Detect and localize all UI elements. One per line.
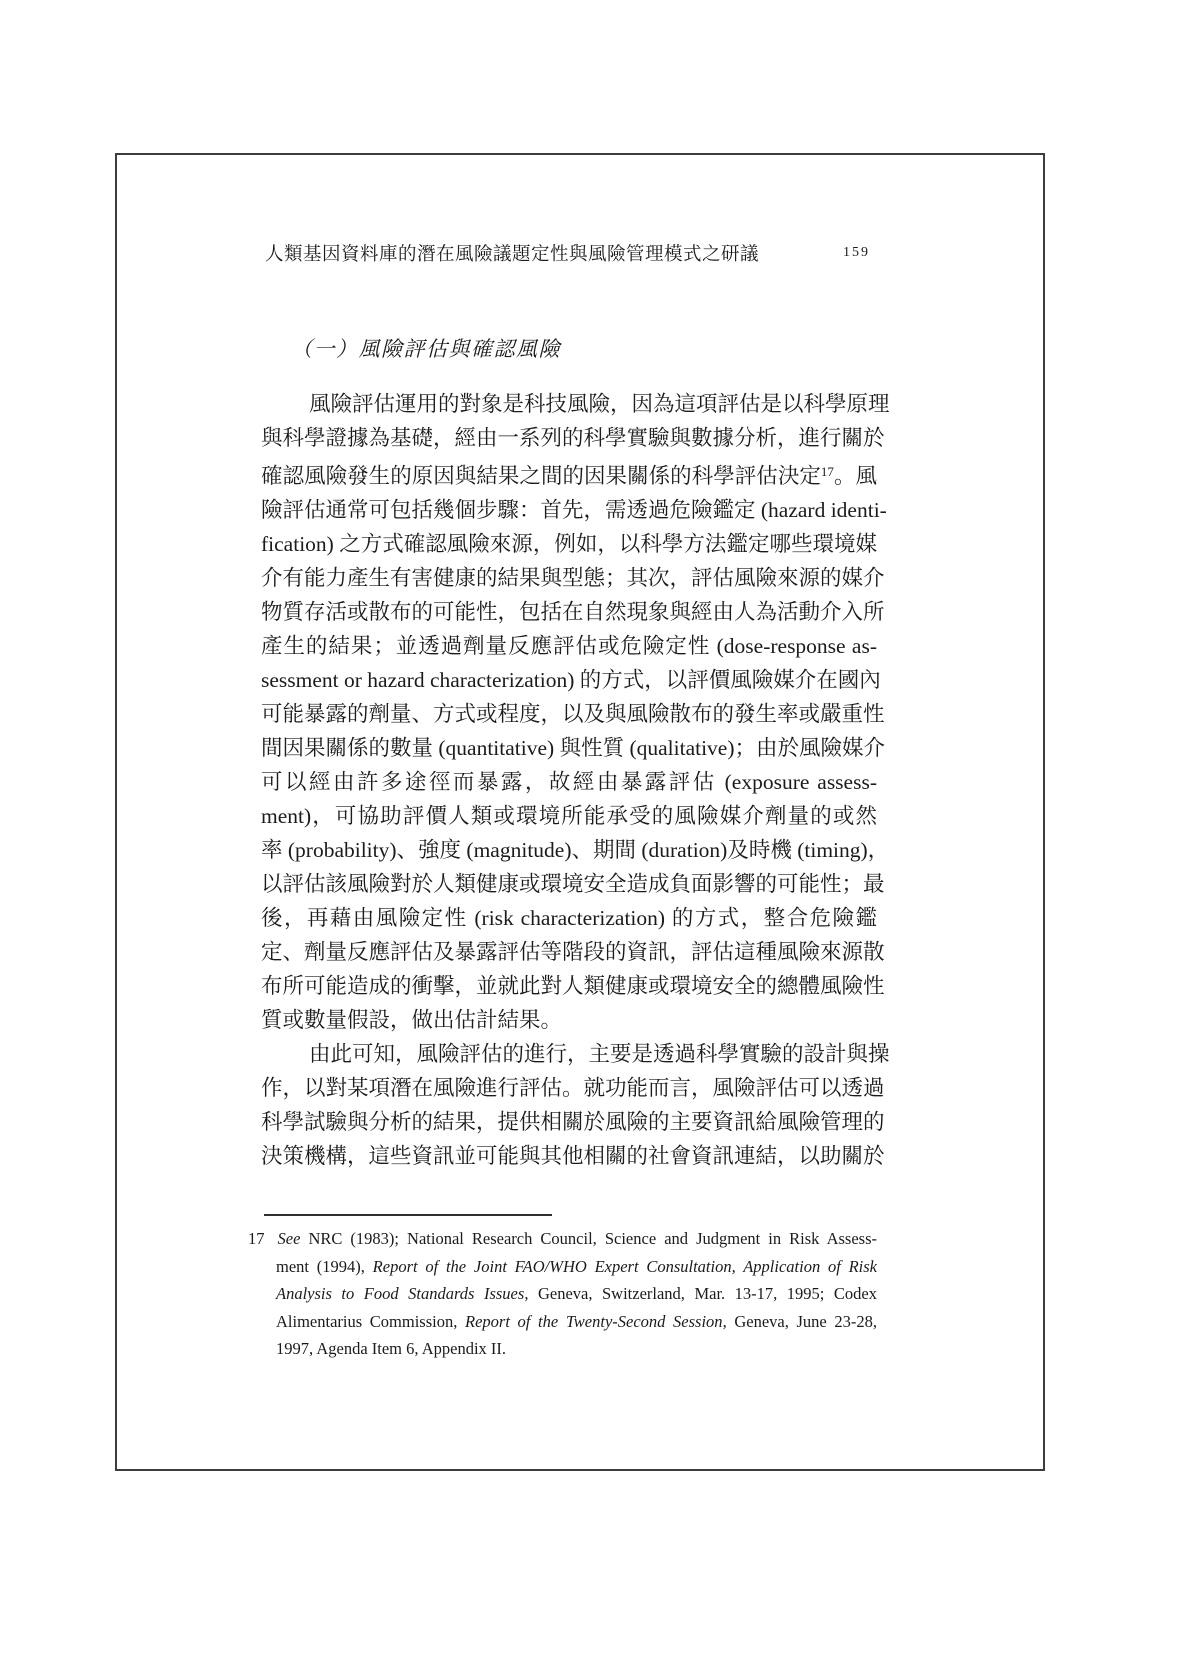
text-segment: Report of the Joint FAO/WHO Expert Consultation, Application of Risk <box>372 1256 877 1276</box>
text-segment: 以評估該風險對於人類健康或環境安全造成負面影響的可能性；最 <box>261 872 885 896</box>
body-text-line <box>261 527 877 561</box>
text-segment: 物質存活或散布的可能性，包括在自然現象與經由人為活動介入所 <box>261 600 885 624</box>
body-text-line <box>261 455 877 493</box>
footnote-separator <box>264 1214 552 1216</box>
body-text-line <box>261 867 885 901</box>
text-segment: ment (1994), <box>276 1256 373 1276</box>
text-segment: 由此可知，風險評估的進行，主要是透過科學實驗的設計與操 <box>309 1042 890 1066</box>
body-text-line <box>261 663 881 697</box>
text-segment: 後，再藉由風險定性 (risk characterization) 的方式，整合危險鑑 <box>261 906 877 930</box>
body-text-line <box>261 387 890 421</box>
body-text-line <box>261 731 886 765</box>
body-text-line <box>261 629 877 663</box>
text-segment: 質或數量假設，做出估計結果。 <box>261 1008 563 1032</box>
text-segment: Alimentarius Commission, <box>276 1311 465 1331</box>
text-segment: 風險評估運用的對象是科技風險，因為這項評估是以科學原理 <box>309 392 890 416</box>
body-text-line <box>261 421 885 455</box>
text-segment: , Geneva, June 23-28, <box>722 1311 877 1331</box>
body-text-line <box>261 493 887 527</box>
text-segment: sessment or hazard characterization) 的方式，以評價風險媒介在國內 <box>261 668 881 692</box>
text-segment: Report of the Twenty-Second Session <box>465 1311 723 1331</box>
text-segment: 科學試驗與分析的結果，提供相關於風險的主要資訊給風險管理的 <box>261 1110 885 1134</box>
text-segment: 可以經由許多途徑而暴露，故經由暴露評估 (exposure assess- <box>261 770 877 794</box>
body-text <box>261 387 890 1173</box>
body-text-line <box>261 765 877 799</box>
text-segment: ment)，可協助評價人類或環境所能承受的風險媒介劑量的或然 <box>261 804 877 828</box>
body-text-line <box>261 1037 890 1071</box>
text-segment: 作，以對某項潛在風險進行評估。就功能而言，風險評估可以透過 <box>261 1076 885 1100</box>
body-text-line <box>261 901 877 935</box>
text-segment: 決策機構，這些資訊並可能與其他相關的社會資訊連結，以助關於 <box>261 1144 885 1168</box>
page-number: 159 <box>843 245 870 260</box>
section-heading: （一）風險評估與確認風險 <box>291 337 561 361</box>
text-segment: NRC (1983); National Research Council, Science and Judgment in Risk Assess- <box>300 1229 877 1248</box>
text-segment: , Geneva, Switzerland, Mar. 13-17, 1995; Codex <box>524 1284 877 1303</box>
body-text-line <box>261 799 877 833</box>
body-text-line <box>261 969 885 1003</box>
body-text-line <box>261 1105 885 1139</box>
footnote-line <box>248 1335 877 1363</box>
text-segment: See <box>277 1229 301 1248</box>
text-segment: fication) 之方式確認風險來源，例如，以科學方法鑑定哪些環境媒 <box>261 532 877 556</box>
body-text-line <box>261 833 890 867</box>
text-segment: 布所可能造成的衝擊，並就此對人類健康或環境安全的總體風險性 <box>261 974 885 998</box>
text-segment: 定、劑量反應評估及暴露評估等階段的資訊，評估這種風險來源散 <box>261 940 885 964</box>
footnote-line <box>248 1308 877 1336</box>
text-segment: 率 (probability)、強度 (magnitude)、期間 (duration)及時機 (timing)， <box>261 838 890 862</box>
footnote-line <box>248 1253 877 1281</box>
footnote-line <box>248 1280 877 1308</box>
footnote-marker: 17 <box>248 1229 265 1248</box>
body-text-line <box>261 1071 885 1105</box>
body-text-line <box>261 1003 877 1037</box>
footnote-reference: 17 <box>820 464 834 479</box>
footnote <box>248 1225 877 1363</box>
text-segment: 與科學證據為基礎，經由一系列的科學實驗與數據分析，進行關於 <box>261 426 885 450</box>
body-text-line <box>261 1139 885 1173</box>
body-text-line <box>261 935 885 969</box>
page-border-frame <box>115 153 1045 1471</box>
body-text-line <box>261 561 885 595</box>
text-segment: Analysis to Food Standards Issues <box>276 1284 525 1303</box>
body-text-line <box>261 595 885 629</box>
text-segment: 可能暴露的劑量、方式或程度，以及與風險散布的發生率或嚴重性 <box>261 702 885 726</box>
text-segment: 產生的結果；並透過劑量反應評估或危險定性 (dose-response as- <box>261 634 877 658</box>
body-text-line <box>261 697 885 731</box>
text-segment: 。風 <box>833 464 877 488</box>
footnote-line <box>248 1225 877 1253</box>
text-segment: 確認風險發生的原因與結果之間的因果關係的科學評估決定 <box>261 464 821 488</box>
text-segment: 險評估通常可包括幾個步驟：首先，需透過危險鑑定 (hazard identi- <box>261 498 887 522</box>
text-segment: 間因果關係的數量 (quantitative) 與性質 (qualitative)；由於風險媒介 <box>261 736 886 760</box>
running-header-title: 人類基因資料庫的潛在風險議題定性與風險管理模式之研議 <box>265 245 760 265</box>
text-segment: 介有能力產生有害健康的結果與型態；其次，評估風險來源的媒介 <box>261 566 885 590</box>
text-segment: 1997, Agenda Item 6, Appendix II. <box>276 1339 507 1358</box>
